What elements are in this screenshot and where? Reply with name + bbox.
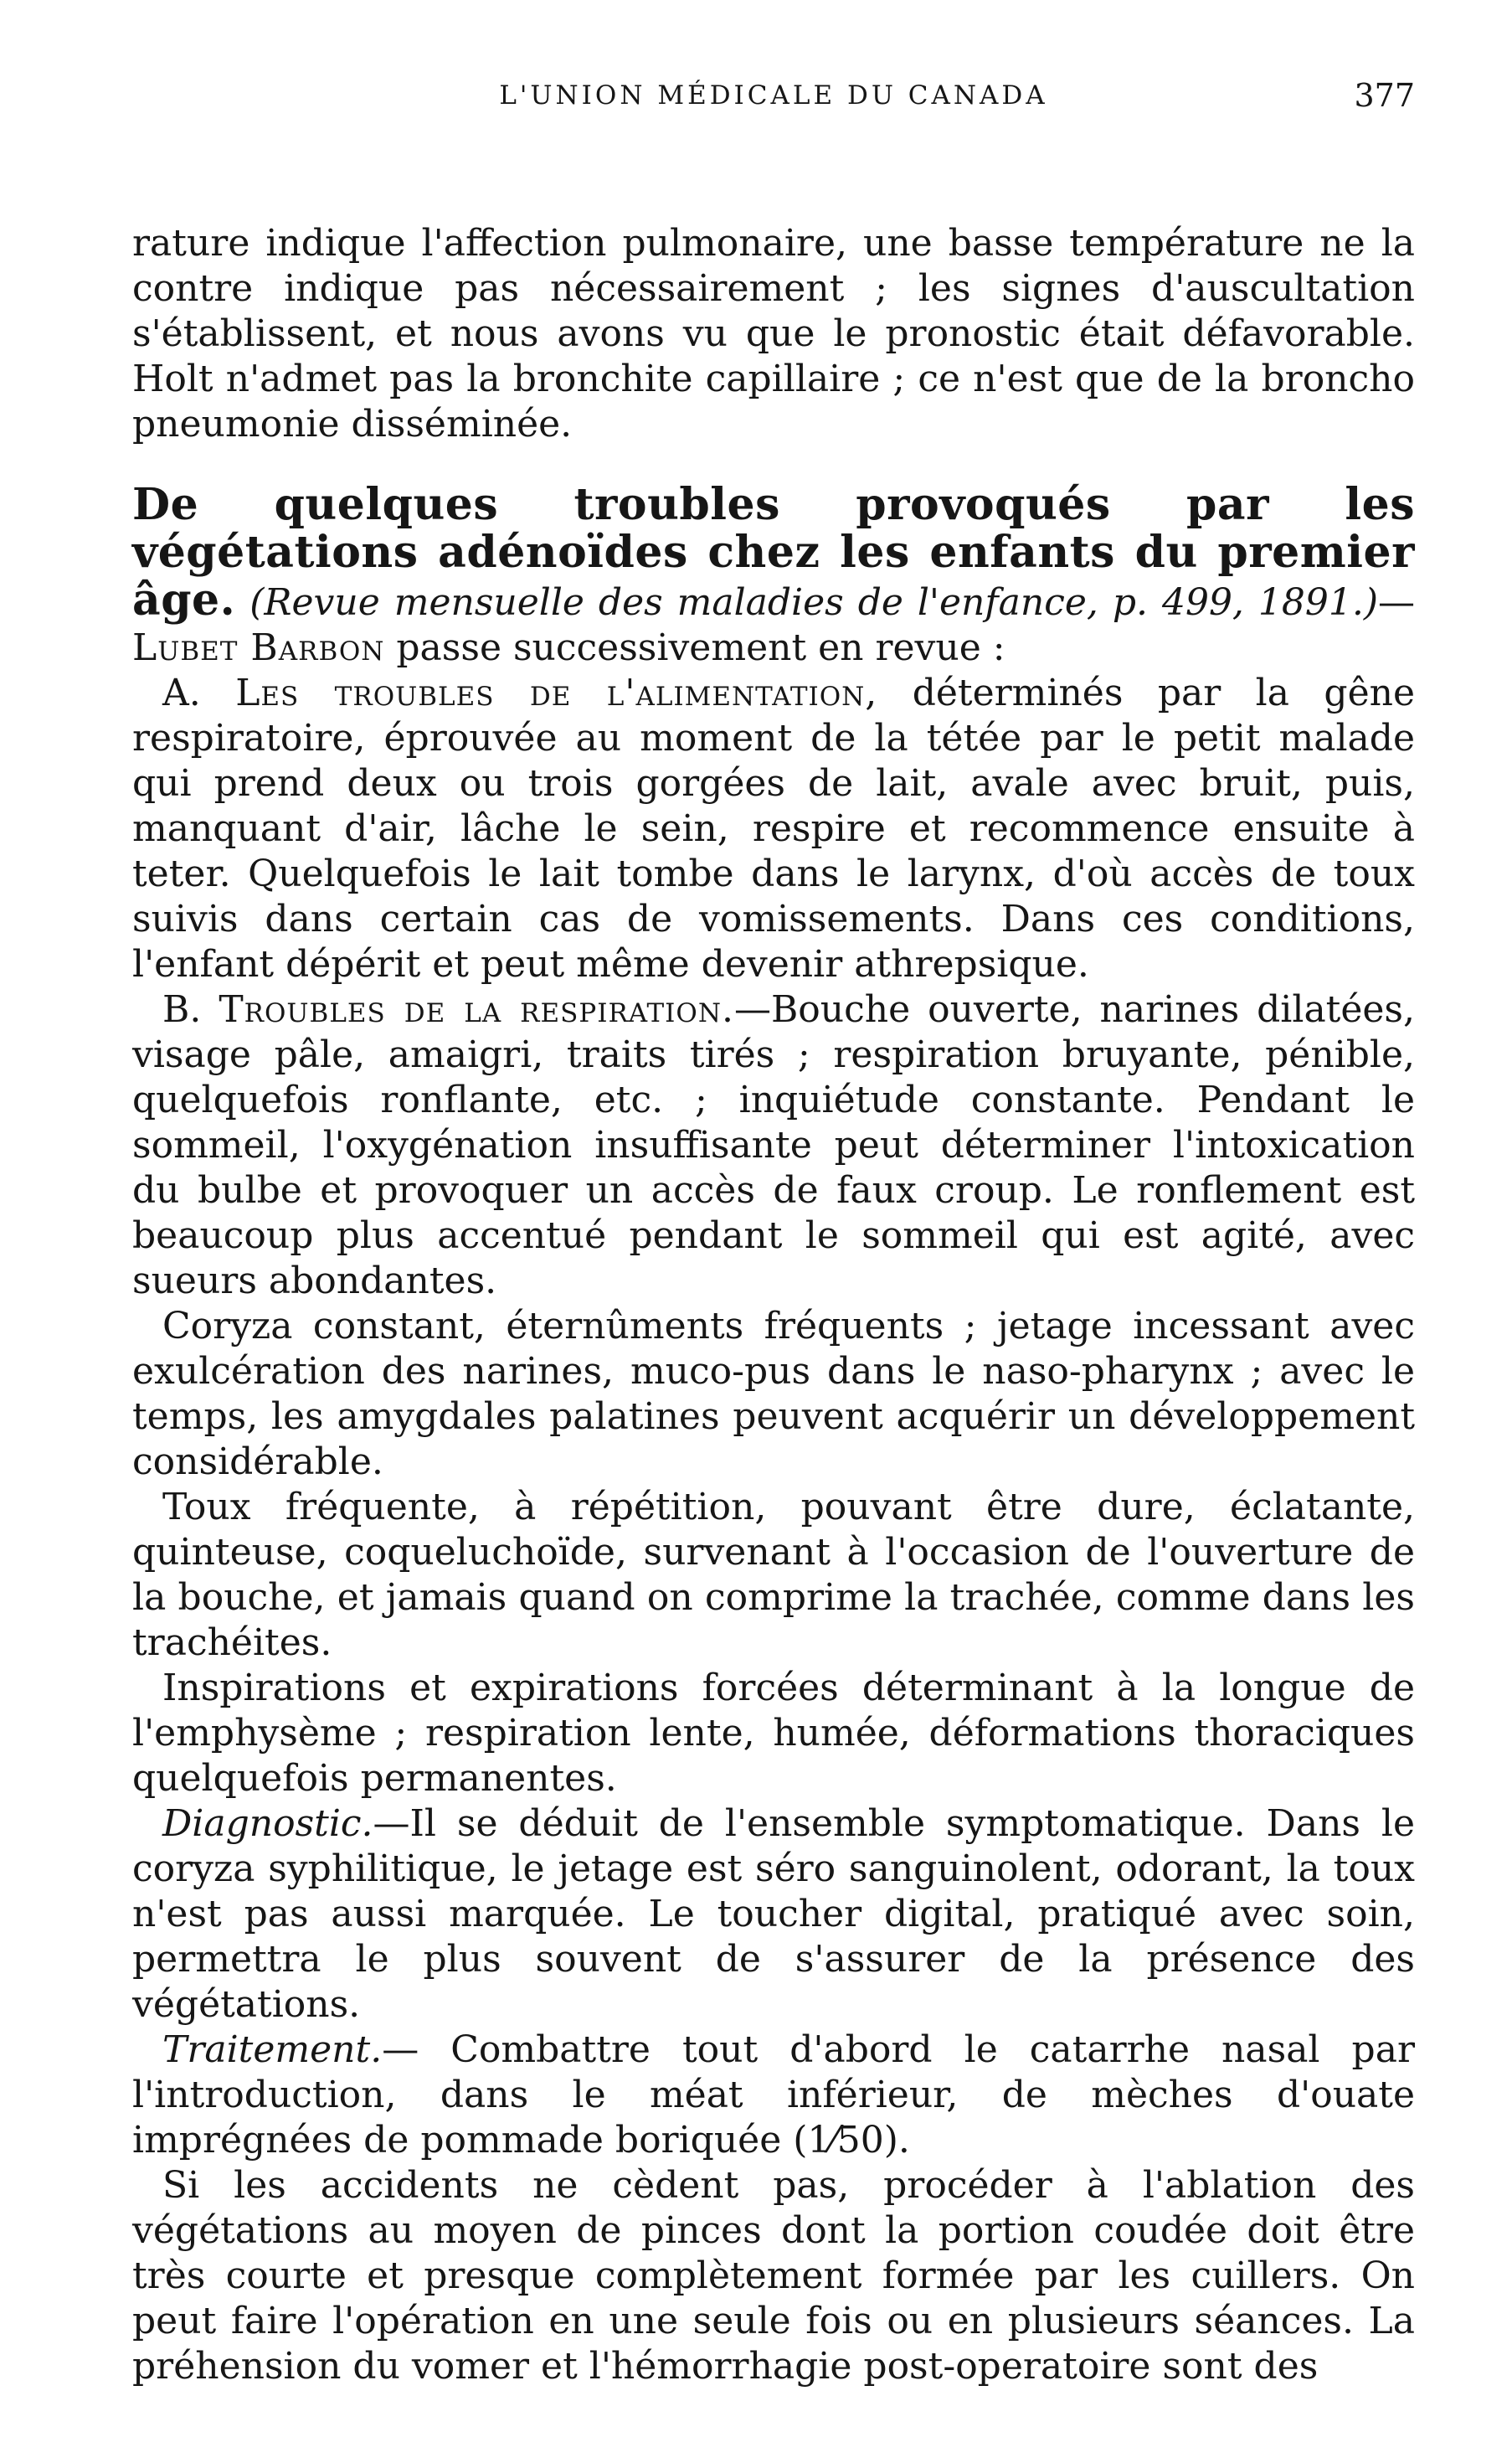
diagnostic-paragraph <box>132 1801 1415 2028</box>
section-a-text: déterminés par la gêne respiratoire, éprouvée au moment de la tétée par le petit malade qui prend deux ou trois gorgées de lait, avale avec bruit, puis, manquant d'air, lâche le sein, respire et recommence ensuite à teter. Quelquefois le lait tombe dans le larynx, d'où accès de toux suivis dans certain cas de vomissements. Dans ces conditions, l'enfant dépérit et peut même devenir athrepsique. <box>132 672 1415 986</box>
article-title: De quelques troubles provoqués par les végétations adénoïdes chez les enfants du premier âge. <box>132 479 1415 626</box>
final-paragraph: Si les accidents ne cèdent pas, procéder à l'ablation des végétations au moyen de pinces dont la portion coudée doit être très courte et presque complètement formée par les cuillers. On peut faire l'opération en une seule fois ou en plusieurs séances. La préhension du vomer et l'hémorrhagie post-operatoire sont des <box>132 2164 1415 2388</box>
intro-paragraph: rature indique l'affection pulmonaire, une basse température ne la contre indique pas nécessairement ; les signes d'auscultation s'établissent, et nous avons vu que le pronostic était défavorable. Holt n'admet pas la bronchite capillaire ; ce n'est que de la broncho pneumonie disséminée. <box>132 222 1415 446</box>
diagnostic-dash: — <box>373 1802 410 1845</box>
traitement-label: Traitement. <box>162 2028 383 2071</box>
body-paragraph: Coryza constant, éternûments fréquents ; jetage incessant avec exulcération des narines, muco-pus dans le naso-pharynx ; avec le temps, les amygdales palatines peuvent acquérir un développement considérable. <box>132 1305 1415 1483</box>
running-header <box>132 77 1415 131</box>
article-dash: — <box>1378 581 1415 624</box>
diagnostic-label: Diagnostic. <box>162 1802 373 1845</box>
article-heading <box>132 479 1415 671</box>
section-a-paragraph <box>132 671 1415 987</box>
page-number: 377 <box>1354 77 1415 114</box>
section-b-title: Troubles de la respiration. <box>219 988 734 1031</box>
body-paragraph: Inspirations et expirations forcées déterminant à la longue de l'emphysème ; respiration lente, humée, déformations thoraciques quelquefois permanentes. <box>132 1667 1415 1800</box>
section-b-label: B. <box>162 988 202 1031</box>
section-b-paragraph <box>132 987 1415 1304</box>
running-title: L'UNION MÉDICALE DU CANADA <box>499 80 1048 111</box>
section-b-dash: — <box>733 988 771 1031</box>
article-source: (Revue mensuelle des maladies de l'enfance, p. 499, 1891.) <box>249 581 1378 624</box>
diagnostic-text: Il se déduit de l'ensemble symptomatique. Dans le coryza syphilitique, le jetage est séro sanguinolent, odorant, la toux n'est pas aussi marquée. Le toucher digital, pratiqué avec soin, permettra le plus souvent de s'assurer de la présence des végétations. <box>132 1802 1415 2026</box>
section-a-label: A. <box>162 672 201 714</box>
section-a-title: Les troubles de l'alimentation, <box>235 672 878 714</box>
body-paragraph: Toux fréquente, à répétition, pouvant être dure, éclatante, quinteuse, coqueluchoïde, survenant à l'occasion de l'ouverture de la bouche, et jamais quand on comprime la trachée, comme dans les trachéites. <box>132 1486 1415 1664</box>
traitement-paragraph <box>132 2028 1415 2163</box>
article-intro-tail: passe successivement en revue : <box>396 626 1005 669</box>
traitement-text: Combattre tout d'abord le catarrhe nasal par l'introduction, dans le méat inférieur, de mèches d'ouate imprégnées de pommade boriquée (1⁄50). <box>132 2028 1415 2162</box>
section-b-text: Bouche ouverte, narines dilatées, visage pâle, amaigri, traits tirés ; respiration bruyante, pénible, quelquefois ronflante, etc. ; inquiétude constante. Pendant le sommeil, l'oxygénation insuffisante peut déterminer l'intoxication du bulbe et provoquer un accès de faux croup. Le ronflement est beaucoup plus accentué pendant le sommeil qui est agité, avec sueurs abondantes. <box>132 988 1415 1302</box>
traitement-dash: — <box>382 2028 419 2071</box>
article-author: Lubet Barbon <box>132 626 385 669</box>
